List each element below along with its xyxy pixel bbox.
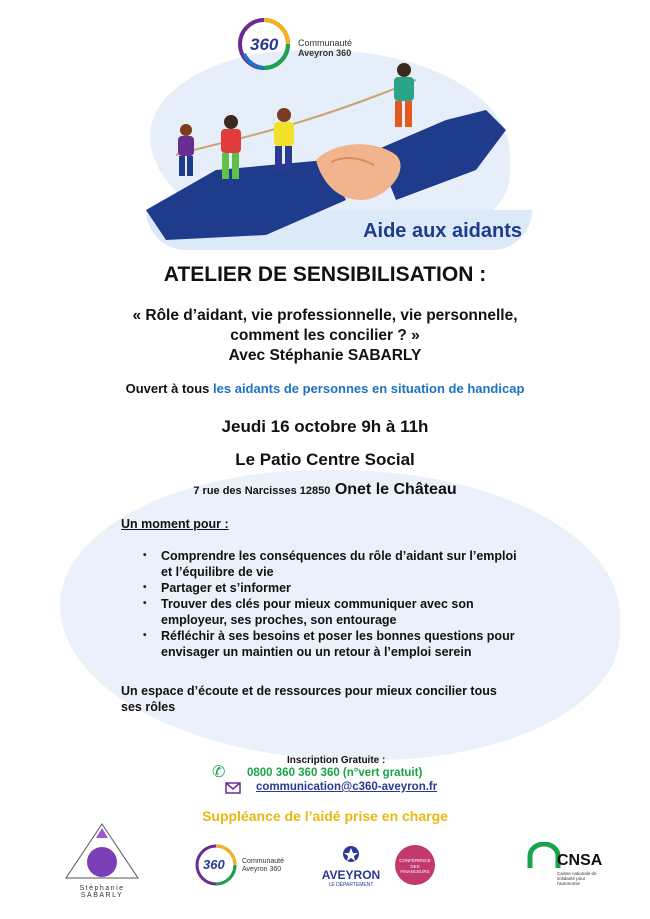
- event-address: [0, 481, 650, 499]
- inscription-label: Inscription Gratuite :: [287, 755, 386, 766]
- hero-caption: Aide aux aidants: [363, 220, 522, 242]
- bullet-icon: •: [143, 550, 147, 561]
- sabarly-name: Stéphanie SABARLY: [79, 885, 125, 899]
- address-street: 7 rue des Narcisses 12850: [193, 485, 331, 497]
- subtitle-line1: « Rôle d’aidant, vie professionnelle, vie personnelle,: [132, 307, 518, 324]
- hero-illustration: [146, 60, 532, 248]
- aveyron-name: AVEYRON: [321, 868, 381, 882]
- subtitle-line2: comment les concilier ? »: [230, 327, 420, 344]
- cnsa-arch-icon: [527, 842, 561, 868]
- triangle-logo-icon: [62, 822, 142, 880]
- list-item: • Réfléchir à ses besoins et poser les bonnes questions pour envisager un maintien ou un retour à l’emploi serein: [143, 629, 515, 659]
- bullet-icon: •: [143, 598, 147, 609]
- list-item: • Partager et s’informer: [143, 581, 291, 595]
- audience-line: [0, 381, 650, 396]
- aveyron-emblem-icon: [342, 845, 360, 863]
- list-item: • Trouver des clés pour mieux communiquer avec son employeur, ses proches, son entourage: [143, 597, 474, 627]
- event-date: Jeudi 16 octobre 9h à 11h: [221, 417, 429, 436]
- bullet-icon: •: [143, 582, 147, 593]
- c360-footer-logo: [194, 842, 304, 888]
- aveyron-logo: [318, 845, 384, 888]
- logo-number: 360: [250, 35, 279, 54]
- page-title: ATELIER DE SENSIBILISATION :: [163, 263, 487, 286]
- conference-financeurs-logo: CONFÉRENCE DES FINANCEURS: [395, 845, 435, 885]
- audience-prefix: Ouvert à tous: [125, 381, 210, 396]
- c360-number: 360: [203, 857, 225, 872]
- c360-line2: Aveyron 360: [242, 866, 282, 873]
- cnsa-logo: CNSA Caisse nationale de solidarité pour l’autonomie: [527, 842, 607, 888]
- c360-line1: Communauté: [242, 858, 285, 865]
- email-link[interactable]: communication@c360-aveyron.fr: [256, 781, 438, 793]
- phone-icon: ✆: [212, 764, 226, 781]
- suppleance-text: Suppléance de l’aidé prise en charge: [202, 808, 448, 824]
- espace-text: Un espace d’écoute et de ressources pour mieux concilier tous ses rôles: [121, 684, 497, 714]
- moment-list: [131, 548, 601, 660]
- mail-icon: [225, 780, 241, 801]
- speaker: Avec Stéphanie SABARLY: [228, 347, 422, 364]
- phone-number: 0800 360 360 360 (n°vert gratuit): [247, 767, 423, 779]
- address-city: Onet le Château: [334, 481, 457, 498]
- logo-line1: Communauté: [298, 38, 353, 48]
- bullet-icon: •: [143, 630, 147, 641]
- aveyron-sub: LE DÉPARTEMENT: [328, 882, 374, 888]
- list-item: • Comprendre les conséquences du rôle d’aidant sur l’emploi et l’équilibre de vie: [143, 549, 517, 579]
- event-venue: Le Patio Centre Social: [235, 450, 415, 469]
- cnsa-name: CNSA: [557, 852, 603, 869]
- audience-highlight: les aidants de personnes en situation de handicap: [213, 381, 525, 396]
- moment-heading: Un moment pour :: [121, 517, 229, 531]
- sabarly-logo: [62, 822, 142, 899]
- logo-line2: Aveyron 360: [298, 48, 352, 58]
